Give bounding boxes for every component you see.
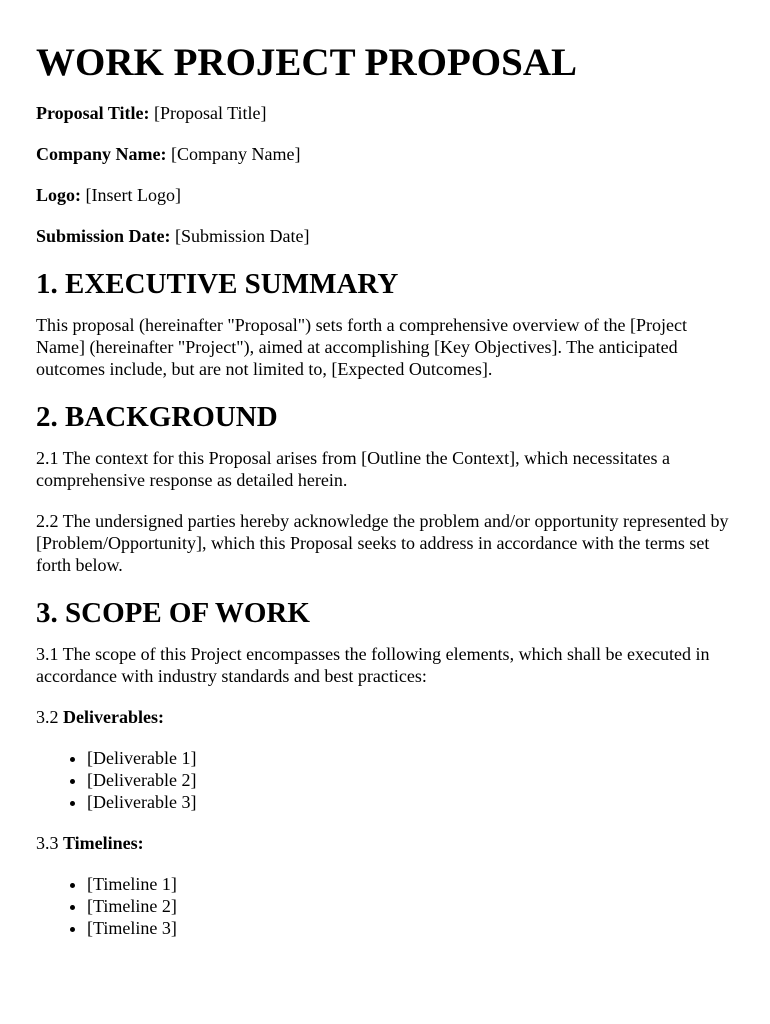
field-label: Company Name: — [36, 144, 167, 164]
field-value: [Submission Date] — [170, 226, 310, 246]
document-title: WORK PROJECT PROPOSAL — [36, 41, 577, 84]
field-logo — [36, 184, 730, 206]
timelines-heading: Timelines: — [63, 833, 144, 853]
scope-paragraph-1: 3.1 The scope of this Project encompasses the following elements, which shall be executed in accordance with industry standards and best practices: — [36, 644, 710, 686]
background-paragraph-1: 2.1 The context for this Proposal arises from [Outline the Context], which necessitates a comprehensive response as detailed herein. — [36, 448, 671, 490]
list-item: • [Timeline 3] — [87, 917, 730, 939]
field-value: [Proposal Title] — [149, 103, 267, 123]
field-label: Logo: — [36, 185, 81, 205]
section-heading-background: 2. BACKGROUND — [36, 401, 278, 433]
timelines-label — [36, 832, 730, 854]
deliverables-list — [36, 747, 730, 813]
field-proposal-title — [36, 102, 730, 124]
field-label: Proposal Title: — [36, 103, 150, 123]
list-item: • [Timeline 2] — [87, 895, 730, 917]
field-submission-date — [36, 225, 730, 247]
list-item: • [Deliverable 1] — [87, 747, 730, 769]
list-item: • [Deliverable 3] — [87, 791, 730, 813]
field-value: [Insert Logo] — [81, 185, 181, 205]
timelines-number: 3.3 — [36, 833, 63, 853]
field-label: Submission Date: — [36, 226, 171, 246]
field-value: [Company Name] — [166, 144, 301, 164]
field-company-name — [36, 143, 730, 165]
list-item: • [Timeline 1] — [87, 873, 730, 895]
deliverables-heading: Deliverables: — [63, 707, 164, 727]
deliverables-label — [36, 706, 730, 728]
section-heading-executive-summary: 1. EXECUTIVE SUMMARY — [36, 268, 399, 300]
section-heading-scope-of-work: 3. SCOPE OF WORK — [36, 597, 310, 629]
executive-summary-text: This proposal (hereinafter "Proposal") sets forth a comprehensive overview of the [Project Name] (hereinafter "Project"), aimed at accomplishing [Key Objectives]. The anticipated outcomes include, but are not limited to, [Expected Outcomes]. — [36, 315, 687, 379]
list-item: • [Deliverable 2] — [87, 769, 730, 791]
timelines-list — [36, 873, 730, 939]
deliverables-number: 3.2 — [36, 707, 63, 727]
background-paragraph-2: 2.2 The undersigned parties hereby acknowledge the problem and/or opportunity represented by [Problem/Opportunity], which this Proposal seeks to address in accordance with the terms set forth below. — [36, 511, 729, 575]
